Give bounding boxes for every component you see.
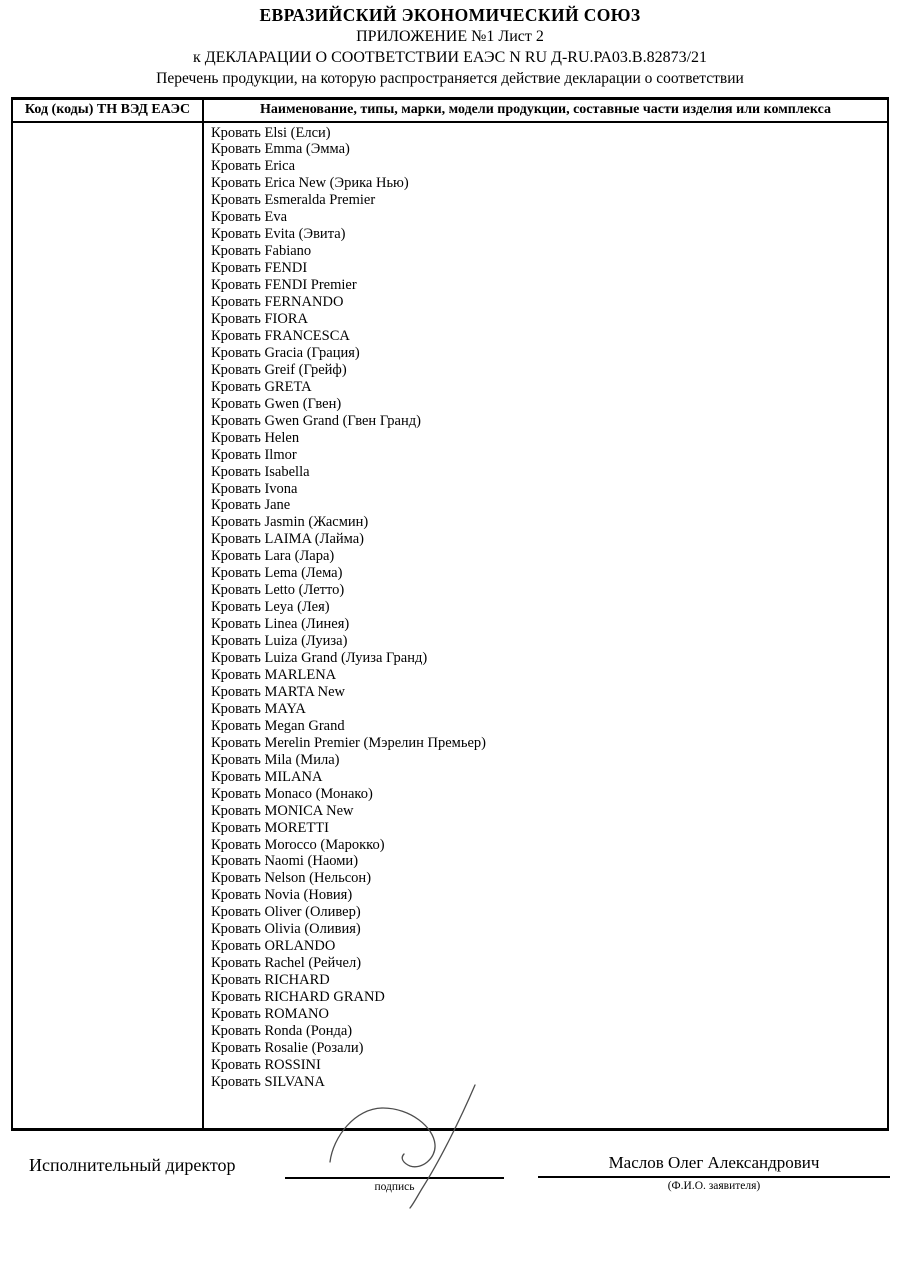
product-row: Кровать MONICA New (211, 802, 354, 819)
product-row: Кровать Elsi (Елси) (211, 124, 331, 141)
product-row: Кровать Merelin Premier (Мэрелин Премьер) (211, 734, 486, 751)
product-row: Кровать Gracia (Грация) (211, 344, 360, 361)
product-row: Кровать Ronda (Ронда) (211, 1023, 353, 1040)
declaration-number-line: к ДЕКЛАРАЦИИ О СООТВЕТСТВИИ ЕАЭС N RU Д-RU.РА03.В.82873/21 (192, 49, 708, 66)
product-row: Кровать Ivona (211, 480, 298, 497)
product-row: Кровать GRETA (211, 378, 312, 395)
signature-caption: подпись (374, 1181, 415, 1193)
product-row: Кровать Lema (Лема) (211, 565, 343, 582)
product-row: Кровать FRANCESCA (211, 327, 350, 344)
product-row: Кровать Linea (Линея) (211, 616, 350, 633)
table-body-row (13, 123, 887, 1128)
product-row: Кровать Jasmin (Жасмин) (211, 514, 369, 531)
applicant-name-caption: (Ф.И.О. заявителя) (667, 1180, 761, 1192)
product-row: Кровать Emma (Эмма) (211, 141, 350, 158)
product-row: Кровать Megan Grand (211, 717, 345, 734)
product-row: Кровать Naomi (Наоми) (211, 853, 359, 870)
product-row: Кровать Nelson (Нельсон) (211, 870, 372, 887)
product-row: Кровать Luiza Grand (Луиза Гранд) (211, 650, 428, 667)
product-row: Кровать Oliver (Оливер) (211, 904, 361, 921)
product-row: Кровать Lara (Лара) (211, 548, 335, 565)
product-row: Кровать Olivia (Оливия) (211, 921, 361, 938)
product-row: Кровать Luiza (Луиза) (211, 633, 348, 650)
product-row: Кровать Eva (211, 209, 288, 226)
product-row: Кровать RICHARD (211, 972, 330, 989)
product-row: Кровать ROSSINI (211, 1056, 321, 1073)
applicant-block (538, 1152, 890, 1193)
product-row: Кровать Erica (211, 158, 296, 175)
applicant-name: Маслов Олег Александрович (608, 1153, 820, 1172)
signature-block (285, 1177, 504, 1194)
products-cell (204, 123, 887, 1128)
product-row: Кровать RICHARD GRAND (211, 989, 385, 1006)
product-row: Кровать Gwen (Гвен) (211, 395, 342, 412)
product-row: Кровать MARLENA (211, 667, 337, 683)
product-row: Кровать Monaco (Монако) (211, 785, 373, 802)
product-row: Кровать Erica New (Эрика Нью) (211, 175, 409, 192)
product-row: Кровать Morocco (Марокко) (211, 836, 385, 853)
product-row: Кровать MARTA New (211, 683, 345, 700)
code-cell (13, 123, 204, 1128)
table-header-row (13, 100, 887, 123)
product-row: Кровать SILVANA (211, 1073, 325, 1090)
product-row: Кровать FENDI Premier (211, 277, 357, 294)
product-row: Кровать ROMANO (211, 1006, 329, 1023)
product-row: Кровать Rachel (Рейчел) (211, 955, 362, 972)
product-row: Кровать Greif (Грейф) (211, 361, 347, 378)
product-row: Кровать LAIMA (Лайма) (211, 531, 365, 548)
product-row: Кровать FENDI (211, 260, 308, 277)
product-row: Кровать Helen (211, 429, 300, 446)
product-row: Кровать Leya (Лея) (211, 599, 330, 616)
description-line: Перечень продукции, на которую распространяется действие декларации о соответствии (156, 70, 744, 87)
signer-position-title: Исполнительный директор (29, 1155, 236, 1175)
appendix-line: ПРИЛОЖЕНИЕ №1 Лист 2 (356, 28, 544, 45)
product-row: Кровать Fabiano (211, 243, 312, 260)
product-row: Кровать ORLANDO (211, 938, 336, 955)
product-row: Кровать Letto (Летто) (211, 582, 345, 599)
product-row: Кровать Isabella (211, 463, 310, 480)
product-row: Кровать Evita (Эвита) (211, 226, 346, 243)
product-row: Кровать FERNANDO (211, 294, 344, 311)
product-row: Кровать FIORA (211, 310, 308, 327)
product-row: Кровать MILANA (211, 768, 323, 785)
document-title: ЕВРАЗИЙСКИЙ ЭКОНОМИЧЕСКИЙ СОЮЗ (259, 5, 641, 25)
product-row: Кровать Rosalie (Розали) (211, 1039, 364, 1056)
product-row: Кровать MAYA (211, 700, 306, 717)
product-row: Кровать Esmeralda Premier (211, 192, 376, 209)
column-header-code: Код (коды) ТН ВЭД ЕАЭС (13, 100, 204, 121)
product-row: Кровать Novia (Новия) (211, 887, 353, 904)
product-row: Кровать Gwen Grand (Гвен Гранд) (211, 412, 421, 429)
product-row: Кровать MORETTI (211, 819, 329, 836)
products-table (11, 97, 889, 1131)
product-row: Кровать Ilmor (211, 446, 297, 463)
product-row: Кровать Mila (Мила) (211, 751, 340, 768)
column-header-name: Наименование, типы, марки, модели продукции, составные части изделия или комплекса (260, 102, 831, 117)
product-row: Кровать Jane (211, 497, 291, 514)
